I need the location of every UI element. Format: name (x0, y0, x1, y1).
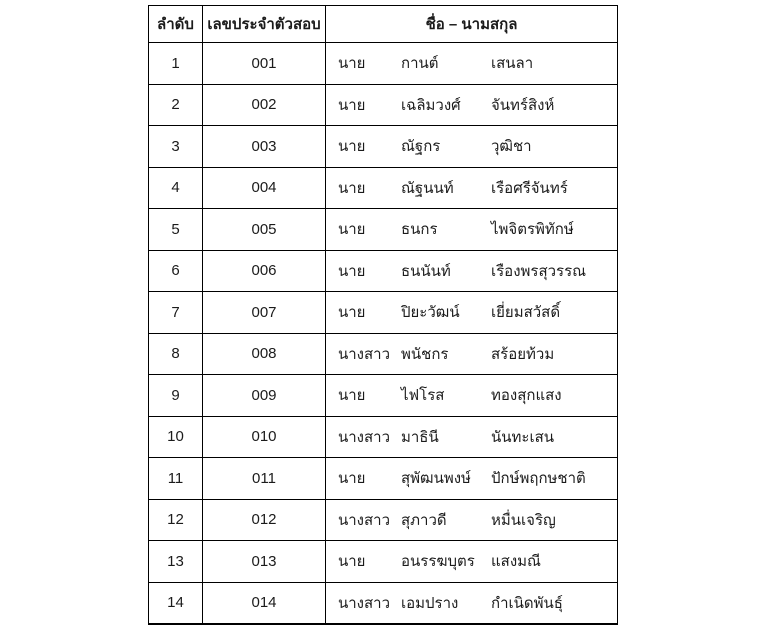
exam-id-cell: 008 (203, 333, 326, 375)
first-name-text: มาธินี (401, 428, 439, 446)
title-text: นาย (338, 221, 366, 239)
title-text: นาย (338, 553, 366, 571)
col-header-index: ลำดับ (149, 6, 203, 43)
row-index-cell: 6 (149, 250, 203, 292)
name-cell (326, 167, 618, 209)
row-index-cell: 8 (149, 333, 203, 375)
exam-id-cell: 003 (203, 126, 326, 168)
last-name-text: กำเนิดพันธุ์ (491, 594, 563, 612)
name-cell (326, 375, 618, 417)
name-cell (326, 541, 618, 583)
table-row (149, 416, 618, 458)
exam-id-cell: 012 (203, 499, 326, 541)
first-name-text: กานต์ (401, 55, 439, 73)
first-name-text: สุพัฒนพงษ์ (401, 470, 471, 488)
title-text: นางสาว (338, 428, 391, 446)
table-row (149, 126, 618, 168)
row-index-cell: 5 (149, 209, 203, 251)
table-row (149, 43, 618, 85)
name-cell (326, 43, 618, 85)
last-name-text: ไพจิตรพิทักษ์ (491, 221, 574, 239)
row-index-cell: 12 (149, 499, 203, 541)
table-row (149, 582, 618, 624)
first-name-text: ณัฐนนท์ (401, 179, 454, 197)
name-parts (338, 383, 617, 407)
name-parts (338, 591, 617, 615)
row-index-cell: 13 (149, 541, 203, 583)
name-cell (326, 582, 618, 624)
title-text: นางสาว (338, 345, 391, 363)
row-index-cell: 11 (149, 458, 203, 500)
title-text: นาย (338, 179, 366, 197)
table-row (149, 209, 618, 251)
name-parts (338, 466, 617, 490)
exam-id-cell: 010 (203, 416, 326, 458)
name-parts (338, 425, 617, 449)
row-index-cell: 14 (149, 582, 203, 624)
table-row (149, 167, 618, 209)
name-cell (326, 84, 618, 126)
name-cell (326, 499, 618, 541)
row-index-cell: 7 (149, 292, 203, 334)
name-cell (326, 250, 618, 292)
first-name-text: ณัฐกร (401, 138, 441, 156)
title-text: นาย (338, 470, 366, 488)
exam-id-cell: 001 (203, 43, 326, 85)
name-parts (338, 51, 617, 75)
col-header-exam-id: เลขประจำตัวสอบ (203, 6, 326, 43)
first-name-text: ปิยะวัฒน์ (401, 304, 460, 322)
last-name-text: แสงมณี (491, 553, 541, 571)
row-index-cell: 4 (149, 167, 203, 209)
table-row (149, 84, 618, 126)
first-name-text: เอมปราง (401, 594, 459, 612)
first-name-text: สุภาวดี (401, 511, 447, 529)
title-text: นาย (338, 262, 366, 280)
exam-roster-table (148, 5, 618, 625)
row-index-cell: 2 (149, 84, 203, 126)
table-row (149, 375, 618, 417)
last-name-text: สร้อยท้วม (491, 345, 555, 363)
row-index-cell: 1 (149, 43, 203, 85)
row-index-cell: 10 (149, 416, 203, 458)
last-name-text: เสนลา (491, 55, 534, 73)
exam-id-cell: 005 (203, 209, 326, 251)
first-name-text: พนัชกร (401, 345, 449, 363)
name-parts (338, 217, 617, 241)
last-name-text: ทองสุกแสง (491, 387, 562, 405)
table-row (149, 333, 618, 375)
name-parts (338, 134, 617, 158)
exam-id-cell: 006 (203, 250, 326, 292)
first-name-text: ธนนันท์ (401, 262, 451, 280)
exam-id-cell: 013 (203, 541, 326, 583)
last-name-text: ปักษ์พฤกษชาติ (491, 470, 586, 488)
name-parts (338, 342, 617, 366)
exam-id-cell: 007 (203, 292, 326, 334)
exam-id-cell: 009 (203, 375, 326, 417)
name-cell (326, 209, 618, 251)
last-name-text: เยี่ยมสวัสดิ์ (491, 304, 561, 322)
first-name-text: ไฟโรส (401, 387, 445, 405)
name-parts (338, 259, 617, 283)
first-name-text: อนรรฆบุตร (401, 553, 475, 571)
exam-id-cell: 004 (203, 167, 326, 209)
last-name-text: วุฒิชา (491, 138, 532, 156)
table-row (149, 499, 618, 541)
name-parts (338, 176, 617, 200)
exam-id-cell: 014 (203, 582, 326, 624)
name-parts (338, 300, 617, 324)
name-cell (326, 416, 618, 458)
name-parts (338, 549, 617, 573)
title-text: นาย (338, 55, 366, 73)
last-name-text: หมื่นเจริญ (491, 511, 556, 529)
name-cell (326, 126, 618, 168)
title-text: นางสาว (338, 594, 391, 612)
table-row (149, 458, 618, 500)
exam-id-cell: 002 (203, 84, 326, 126)
exam-id-cell: 011 (203, 458, 326, 500)
table-row (149, 541, 618, 583)
name-parts (338, 93, 617, 117)
last-name-text: เรืองพรสุวรรณ (491, 262, 587, 280)
name-cell (326, 333, 618, 375)
name-cell (326, 292, 618, 334)
table-row (149, 292, 618, 334)
last-name-text: จันทร์สิงห์ (491, 96, 555, 114)
name-cell (326, 458, 618, 500)
name-parts (338, 508, 617, 532)
row-index-cell: 9 (149, 375, 203, 417)
first-name-text: ธนกร (401, 221, 438, 239)
title-text: นาย (338, 96, 366, 114)
last-name-text: เรือศรีจันทร์ (491, 179, 568, 197)
title-text: นาย (338, 304, 366, 322)
col-header-name: ชื่อ – นามสกุล (326, 6, 618, 43)
title-text: นางสาว (338, 511, 391, 529)
last-name-text: นันทะเสน (491, 428, 554, 446)
first-name-text: เฉลิมวงศ์ (401, 96, 461, 114)
title-text: นาย (338, 138, 366, 156)
title-text: นาย (338, 387, 366, 405)
row-index-cell: 3 (149, 126, 203, 168)
table-row (149, 250, 618, 292)
header-row (149, 6, 618, 43)
